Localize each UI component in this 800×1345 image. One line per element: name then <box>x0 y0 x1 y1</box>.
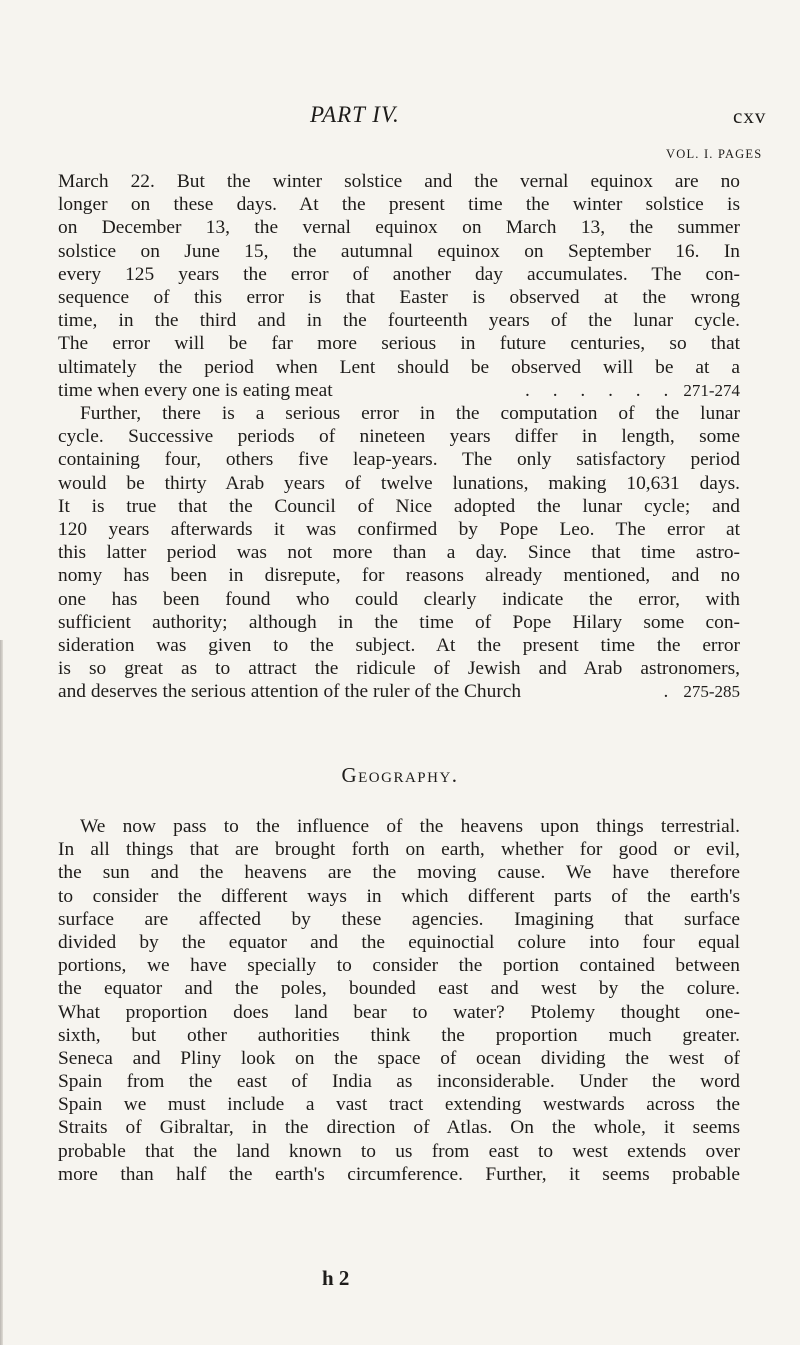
volume-pages-label: VOL. I. PAGES <box>666 147 763 161</box>
paragraph-lunar-cycle <box>58 402 740 703</box>
text-line: Spain we must include a vast tract extending westwards across the <box>58 1094 740 1116</box>
text-line: probable that the land known to us from east to west extends over <box>58 1140 740 1162</box>
text-line: cycle. Successive periods of nineteen years differ in length, some <box>58 426 740 448</box>
text-line: would be thirty Arab years of twelve lunations, making 10,631 days. <box>58 472 740 494</box>
text-line: more than half the earth's circumference. Further, it seems probable <box>58 1163 740 1185</box>
text-line: every 125 years the error of another day accumulates. The con- <box>58 263 740 285</box>
text-line: nomy has been in disrepute, for reasons already mentioned, and no <box>58 565 740 587</box>
text-line: this latter period was not more than a day. Since that time astro- <box>58 542 740 564</box>
text-line: portions, we have specially to consider the portion contained between <box>58 955 740 977</box>
text-line: containing four, others five leap-years. The only satisfactory period <box>58 449 740 471</box>
text-line: Spain from the east of India as inconsiderable. Under the word <box>58 1071 740 1093</box>
text-line: the sun and the heavens are the moving cause. We have therefore <box>58 862 740 884</box>
text-line: surface are affected by these agencies. Imagining that surface <box>58 908 740 930</box>
text-line: time, in the third and in the fourteenth years of the lunar cycle. <box>58 310 740 332</box>
text-line: March 22. But the winter solstice and the vernal equinox are no <box>58 171 740 192</box>
text-line: divided by the equator and the equinoctial colure into four equal <box>58 931 740 953</box>
text-line: sequence of this error is that Easter is observed at the wrong <box>58 286 740 308</box>
page-reference: 271-274 <box>683 380 740 400</box>
text-line: longer on these days. At the present time the winter solstice is <box>58 194 740 216</box>
text-line: is so great as to attract the ridicule of Jewish and Arab astronomers, <box>58 658 740 680</box>
text-line: What proportion does land bear to water? Ptolemy thought one- <box>58 1001 740 1023</box>
text-line-with-page-ref <box>58 680 740 703</box>
page-reference: 275-285 <box>683 682 740 702</box>
text-line: 120 years afterwards it was confirmed by Pope Leo. The error at <box>58 518 740 540</box>
running-head: PART IV. <box>310 102 400 127</box>
text-line: The error will be far more serious in future centuries, so that <box>58 333 740 355</box>
signature-mark: h 2 <box>322 1266 350 1290</box>
text-line: ultimately the period when Lent should be observed will be at a <box>58 356 740 378</box>
page-spine-shadow <box>0 640 3 1345</box>
leader-dots: . <box>663 681 678 703</box>
section-heading-geography: Geography. <box>341 763 459 787</box>
text-line: sideration was given to the subject. At the present time the error <box>58 634 740 656</box>
paragraph-easter-error <box>58 170 740 402</box>
text-line: Further, there is a serious error in the computation of the lunar <box>80 403 740 424</box>
text-line-with-page-ref <box>58 379 740 402</box>
text-line: one has been found who could clearly indicate the error, with <box>58 588 740 610</box>
page-number: cxv <box>733 104 767 128</box>
text-line: Seneca and Pliny look on the space of ocean dividing the west of <box>58 1047 740 1069</box>
text-line: sixth, but other authorities think the proportion much greater. <box>58 1024 740 1046</box>
leader-text: and deserves the serious attention of the ruler of the Church <box>58 681 522 703</box>
text-line: the equator and the poles, bounded east and west by the colure. <box>58 978 740 1000</box>
leader-text: time when every one is eating meat <box>58 379 333 401</box>
text-line: sufficient authority; although in the time of Pope Hilary some con- <box>58 611 740 633</box>
leader-dots: . . . . . . <box>525 379 678 401</box>
text-line: on December 13, the vernal equinox on March 13, the summer <box>58 217 740 239</box>
text-line: We now pass to the influence of the heavens upon things terrestrial. <box>80 816 740 837</box>
text-line: Straits of Gibraltar, in the direction of Atlas. On the whole, it seems <box>58 1117 740 1139</box>
paragraph-geography <box>58 815 740 1186</box>
text-line: It is true that the Council of Nice adopted the lunar cycle; and <box>58 495 740 517</box>
text-line: to consider the different ways in which different parts of the earth's <box>58 885 740 907</box>
text-line: In all things that are brought forth on earth, whether for good or evil, <box>58 839 740 861</box>
text-line: solstice on June 15, the autumnal equinox on September 16. In <box>58 240 740 262</box>
